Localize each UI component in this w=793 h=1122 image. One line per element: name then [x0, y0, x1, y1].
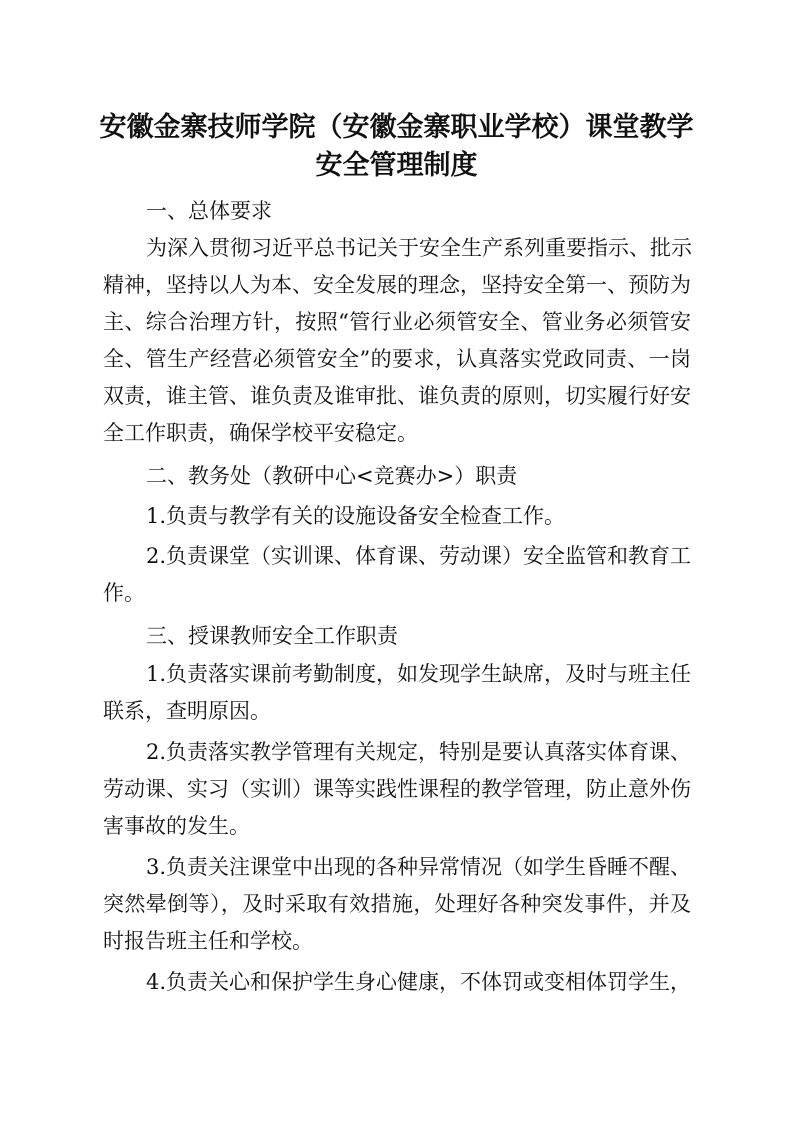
paragraph-line: 害事故的发生。 — [103, 814, 250, 838]
paragraph-line: 时报告班主任和学校。 — [103, 929, 313, 953]
paragraph-line: 全、管生产经营必须管安全”的要求，认真落实党政同责、一岗 — [103, 347, 691, 371]
section-heading: 二、教务处（教研中心<竞赛办>）职责 — [146, 464, 518, 488]
paragraph-line: 作。 — [103, 581, 145, 605]
section-heading: 三、授课教师安全工作职责 — [146, 624, 398, 648]
paragraph-line: 为深入贯彻习近平总书记关于安全生产系列重要指示、批示 — [146, 236, 692, 260]
paragraph-line: 3.负责关注课堂中出现的各种异常情况（如学生昏睡不醒、 — [146, 855, 692, 879]
paragraph-line: 双责，谁主管、谁负责及谁审批、谁负责的原则，切实履行好安 — [103, 384, 691, 408]
section-heading: 一、总体要求 — [146, 199, 272, 223]
paragraph-line: 1.负责落实课前考勤制度，如发现学生缺席，及时与班主任 — [146, 662, 692, 686]
paragraph-line: 1.负责与教学有关的设施设备安全检查工作。 — [146, 504, 566, 528]
document-title-line-2: 安全管理制度 — [315, 150, 478, 181]
document-title-line-1: 安徽金寨技师学院（安徽金寨职业学校）课堂教学 — [99, 112, 694, 143]
paragraph-line: 劳动课、实习（实训）课等实践性课程的教学管理，防止意外伤 — [103, 777, 691, 801]
paragraph-line: 4.负责关心和保护学生身心健康，不体罚或变相体罚学生， — [146, 970, 692, 994]
paragraph-line: 全工作职责，确保学校平安稳定。 — [103, 421, 418, 445]
paragraph-line: 精神，坚持以人为本、安全发展的理念，坚持安全第一、预防为 — [103, 273, 691, 297]
paragraph-line: 主、综合治理方针，按照“管行业必须管安全、管业务必须管安 — [103, 310, 691, 334]
paragraph-line: 联系，查明原因。 — [103, 699, 271, 723]
paragraph-line: 2.负责落实教学管理有关规定，特别是要认真落实体育课、 — [146, 740, 692, 764]
paragraph-line: 突然晕倒等），及时采取有效措施，处理好各种突发事件，并及 — [103, 892, 691, 916]
paragraph-line: 2.负责课堂（实训课、体育课、劳动课）安全监管和教育工 — [146, 544, 692, 568]
